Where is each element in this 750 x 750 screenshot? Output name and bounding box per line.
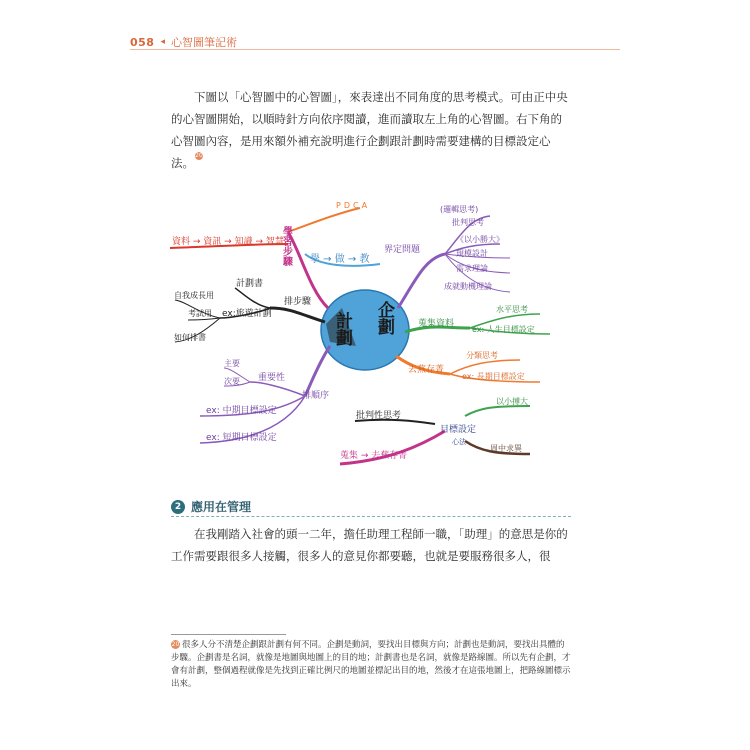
level-thinking-label: 水平思考 (496, 305, 528, 314)
page-number: 058 (130, 35, 155, 49)
define-problem-label: 界定問題 (384, 245, 421, 255)
secondary-label: 次要 (224, 377, 240, 386)
footnote-mark: 20 (171, 641, 180, 648)
mind-map-figure (160, 196, 560, 471)
analysis-label: 分類思考 (466, 351, 498, 360)
critical-label: 批判思考 (452, 218, 484, 227)
intro-paragraph (171, 86, 571, 174)
how-to-book-label: 如何排書 (174, 333, 206, 342)
main-label: 主要 (224, 359, 240, 368)
exam-use-label: 考試用 (188, 309, 212, 318)
header-divider (130, 49, 620, 50)
gather-remove-label: 蒐集 → 去蕪存菁 (340, 451, 408, 461)
center-left-label: 計劃 (332, 312, 352, 346)
plan-book-label: 計劃書 (236, 279, 264, 289)
small-big-label: 以小搏大 (496, 397, 528, 406)
section-number-badge: 2 (171, 500, 185, 514)
dynamics-label: 成就動機理論 (444, 282, 492, 291)
ex-long-label: ex: 長期目標設定 (462, 372, 525, 381)
section-heading (171, 498, 251, 515)
self-growth-label: 自我成長用 (174, 291, 214, 300)
footnote-divider (171, 634, 286, 635)
marketing-label: 需求理論 (456, 264, 488, 273)
footnote-text: 很多人分不清楚企劃跟計劃有何不同。企劃是動詞，要找出目標與方向；計劃也是動詞，要找出具體的步驟。企劃書是名詞，就像是地圖與地圖上的目的地；計劃書也是名詞，就像是路線圖。所以先有企劃，才會有計劃，整個過程就像是先找到正確比例尺的地圖並標記出目的地，然後才在這張地圖上，把路線圖標示出來。 (171, 640, 571, 689)
book-title: 心智圖筆記術 (171, 36, 237, 49)
method-label: 心法 (452, 438, 466, 446)
body-paragraph (171, 523, 571, 567)
diligent-label: 周中求異 (490, 444, 522, 453)
header-arrow-icon: ◂ (160, 37, 165, 47)
body-text: 在我剛踏入社會的頭一二年，擔任助理工程師一職，「助理」的意思是你的工作需要跟很多人接觸，很多人的意見你都要聽，也就是要服務很多人，很 (171, 527, 568, 563)
logic-label: (邏輯思考) (440, 205, 479, 214)
priority-label: 排順序 (302, 391, 330, 401)
section-divider (171, 516, 571, 517)
critical-thinking-label: 批判性思考 (356, 411, 402, 421)
importance-label: 重要性 (258, 373, 286, 383)
ex-mid-label: ex: 中期目標設定 (206, 406, 277, 416)
collect-data-label: 蒐集資料 (418, 319, 455, 329)
note-reference: 20 (195, 152, 203, 159)
plan-steps-label: 排步驟 (284, 297, 312, 307)
ex-life-label: ex: 人生目標設定 (472, 325, 535, 334)
footnote (171, 639, 571, 691)
design-label: 規模設計 (456, 249, 488, 258)
intro-text: 下圖以「心智圖中的心智圖」，來表達出不同角度的思考模式。可由正中央的心智圖開始，以順時針方向依序閱讀，進而讀取左上角的心智圖。右下角的心智圖內容，是用來額外補充說明進行企劃跟計劃時需要建構的目標設定心法。 (171, 90, 568, 170)
ex-travel-label: ex:旅遊計劃 (222, 309, 272, 319)
ex-short-label: ex: 短期目標設定 (206, 433, 277, 443)
section-title: 應用在管理 (191, 500, 252, 514)
knowledge-chain: 資料 → 資訊 → 知識 → 智慧 (172, 237, 284, 247)
center-right-label: 企劃 (374, 301, 394, 335)
learn-sequence: 學 → 做 → 教 (310, 254, 370, 265)
small-win-label: 《以小勝大》 (456, 235, 504, 244)
goal-setting-label: 目標設定 (440, 425, 477, 435)
learning-steps-label: 學習步驟 (280, 226, 292, 266)
pdca-label: PDCA (336, 201, 371, 210)
remove-label: 去蕪存菁 (408, 365, 445, 375)
running-header (130, 34, 237, 50)
